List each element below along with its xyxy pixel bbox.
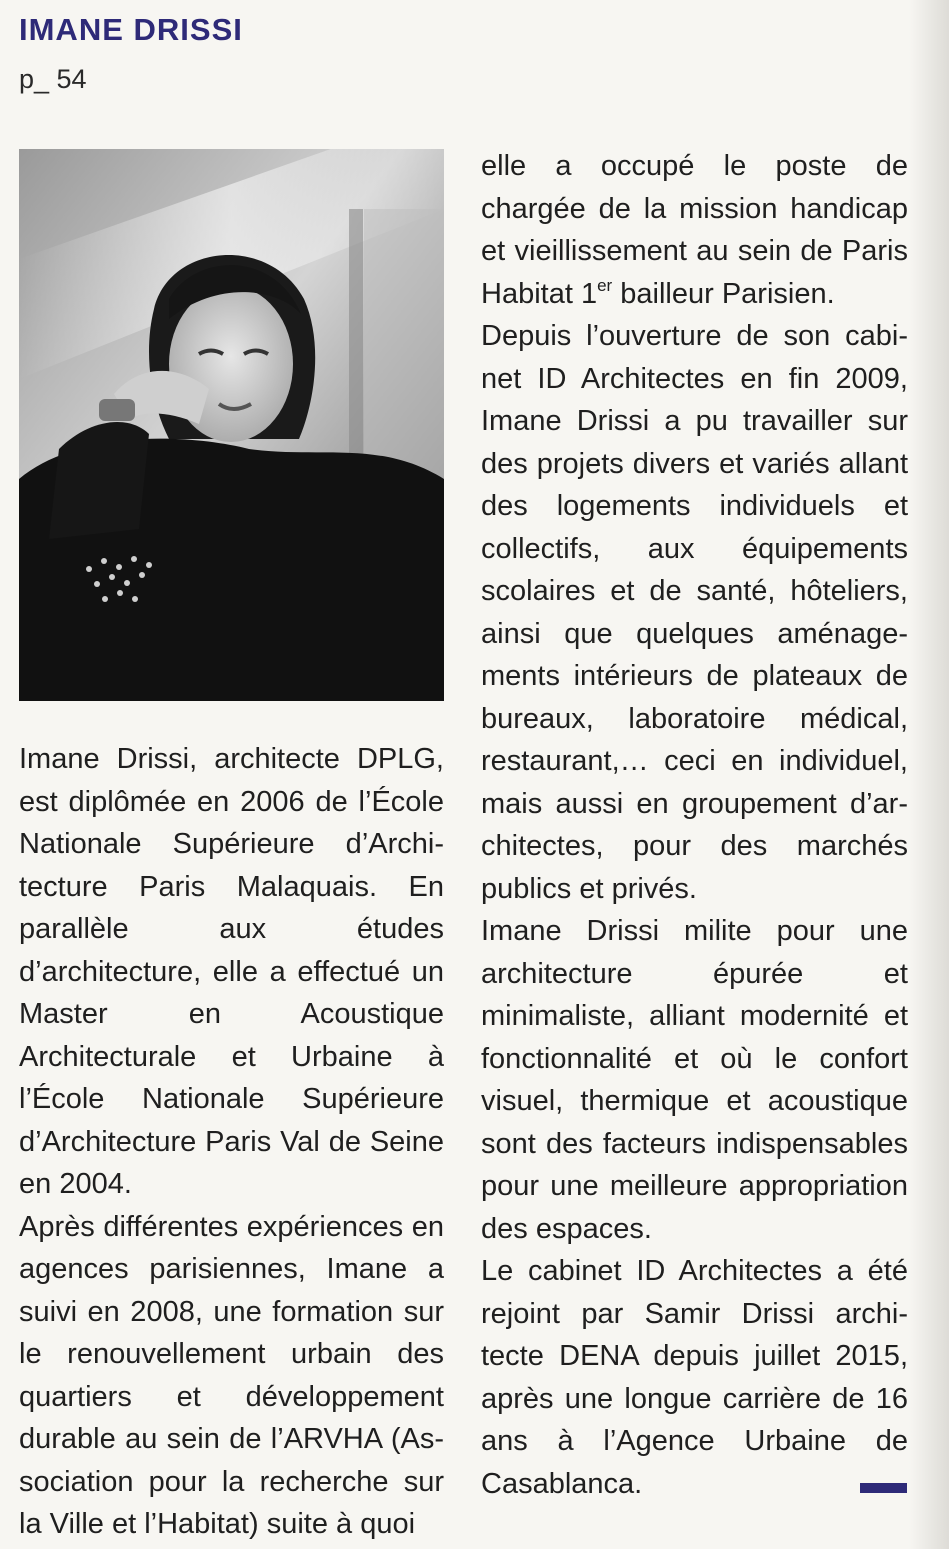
portrait-illustration: [19, 149, 444, 701]
paragraph-philosophy: Imane Drissi milite pour une architecture épurée et minimaliste, alliant modernité et fonctionnalité et où le confort visuel, thermique et acoustique sont des facteurs indispensables pour une meilleure appropriation des espaces.: [481, 915, 908, 1245]
paragraph-cabinet: Depuis l’ouverture de son cabinet ID Architectes en fin 2009, Imane Drissi a pu travailler sur des projets divers et variés allant des logements individuels et collectifs, aux équipements scolaires et de santé, hôteliers, ainsi que quelques aménagements intérieurs de plateaux de bureaux, laboratoire médical, restaurant,… ceci en individuel, mais aussi en groupement d’architectes, pour des marchés publics et privés.: [481, 320, 908, 905]
continuation-text: elle a occupé le poste de chargée de la mission handicap et vieillissement au sein de Paris Habitat 1: [481, 150, 908, 310]
continuation-text-end: bailleur Parisien.: [612, 277, 835, 310]
page-edge-shadow: [909, 0, 949, 1549]
paragraph-experience: Après différentes expériences en agences parisiennes, Imane a suivi en 2008, une formation sur le renouvellement urbain des quartiers et développement durable au sein de l’ARVHA (Association pour la recherche sur la Ville et l’Habitat) suite à quoi: [19, 1210, 444, 1540]
paragraph-continuation: [481, 145, 908, 315]
paragraph-samir: Le cabinet ID Architectes a été rejoint par Samir Drissi architecte DENA depuis juillet 2015, après une longue carrière de 16 ans à l’Agence Urbaine de Casablanca.: [481, 1255, 908, 1500]
portrait-photo: [19, 149, 444, 701]
right-text-column: [481, 145, 908, 1505]
paragraph-education: Imane Drissi, architecte DPLG, est diplômée en 2006 de l’École Nationale Supérieure d’Architecture Paris Malaquais. En parallèle aux études d’architecture, elle a effectué un Master en Acoustique Architecturale et Urbaine à l’École Nationale Supérieure d’Architecture Paris Val de Seine en 2004.: [19, 743, 444, 1200]
superscript-er: er: [597, 275, 613, 295]
article-end-mark: [860, 1483, 907, 1493]
left-text-column: [19, 738, 444, 1546]
page-reference: p_ 54: [19, 64, 87, 94]
article-title: IMANE DRISSI: [19, 12, 243, 47]
